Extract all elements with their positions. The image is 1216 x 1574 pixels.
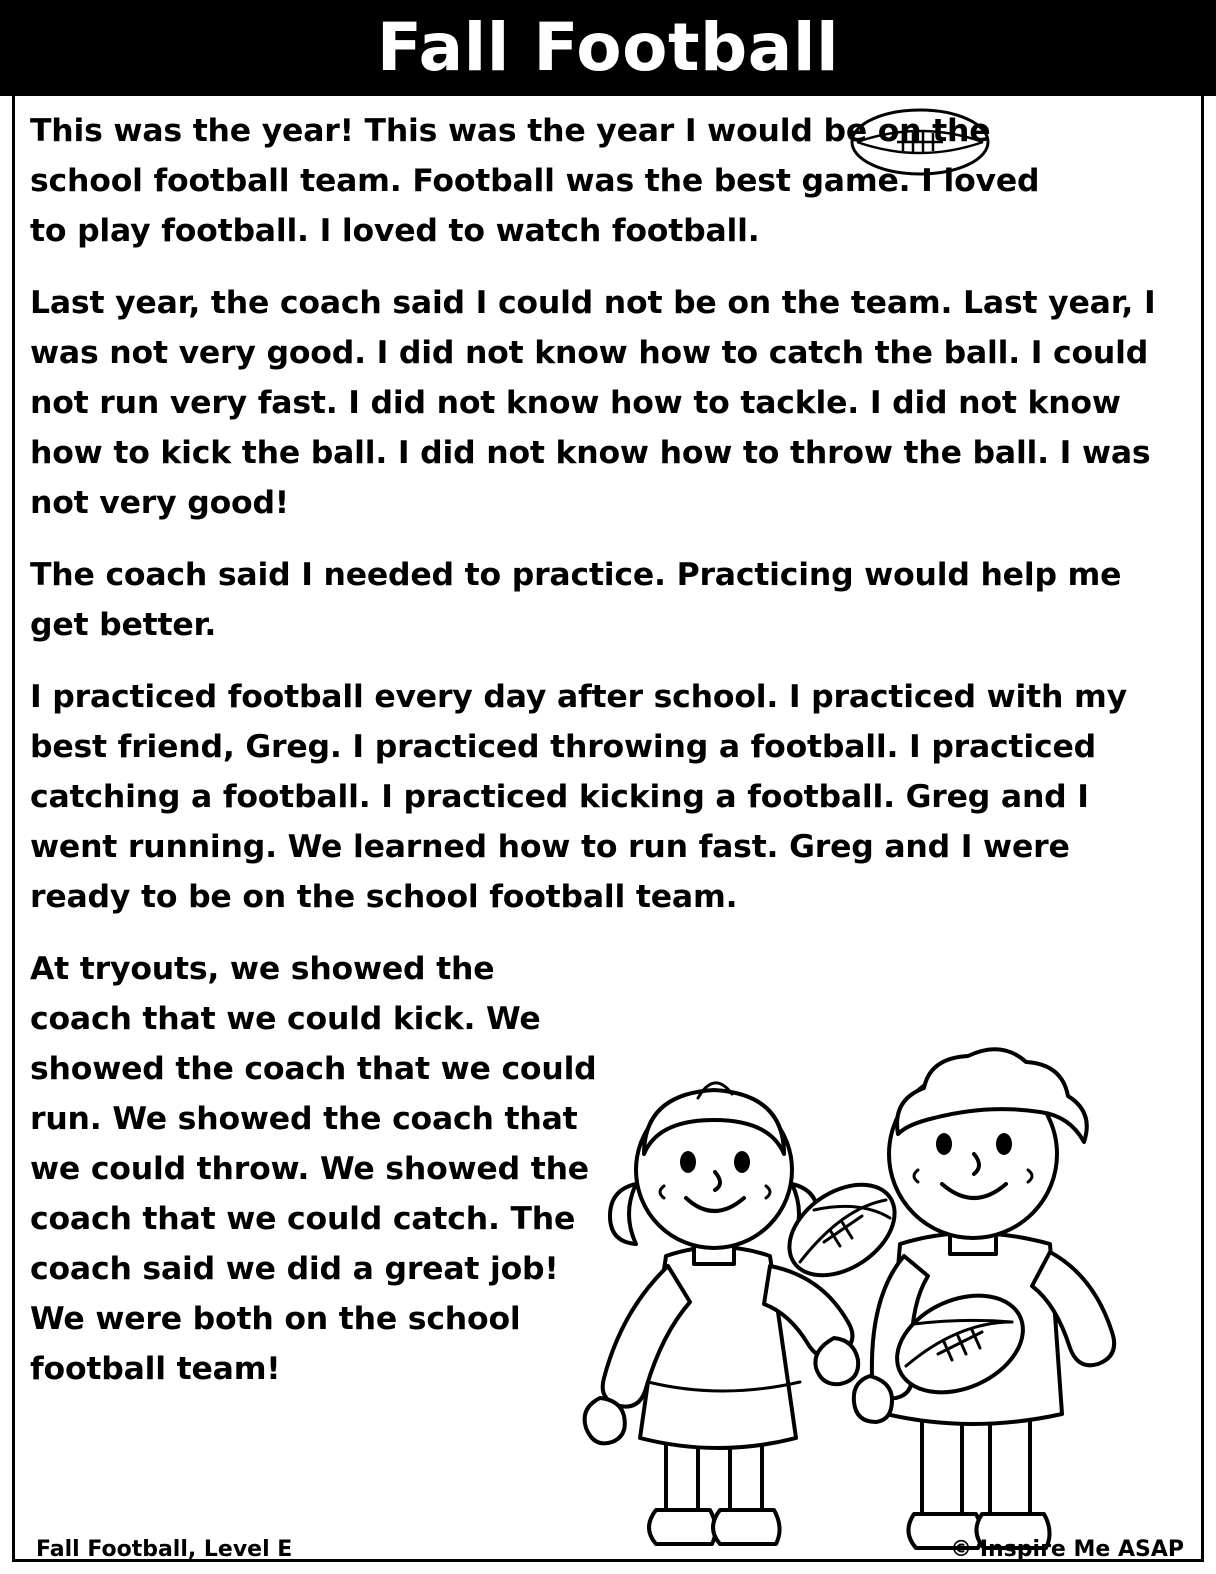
passage-paragraph: I practiced football every day after school. I practiced with my best friend, Greg. I practiced throwing a football. I practiced catching a football. I practiced kicking a football. Greg and I went running. We learned how to run fast. Greg and I were ready to be on the school football team. [30, 679, 1127, 915]
passage-paragraph: The coach said I needed to practice. Practicing would help me get better. [30, 557, 1122, 643]
passage-paragraph: At tryouts, we showed the coach that we could kick. We showed the coach that we could run. We showed the coach that we could throw. We showed the coach that we could catch. The coach said we did a great job! We were both on the school football team! [30, 951, 597, 1387]
passage-paragraph: Last year, the coach said I could not be on the team. Last year, I was not very good. I did not know how to catch the ball. I could not run very fast. I did not know how to tackle. I did not know how to kick the ball. I did not know how to throw the ball. I was not very good! [30, 285, 1156, 521]
passage-paragraph: This was the year! This was the year I would be on the school football team. Football was the best game. I loved to play football. I loved to watch football. [30, 113, 1040, 249]
title-banner [0, 0, 1216, 96]
page-title: Fall Football [376, 9, 840, 86]
footer-copyright: © Inspire Me ASAP [950, 1537, 1184, 1562]
footer-title-level: Fall Football, Level E [36, 1537, 293, 1562]
two-kids-with-footballs-illustration [570, 994, 1210, 1574]
